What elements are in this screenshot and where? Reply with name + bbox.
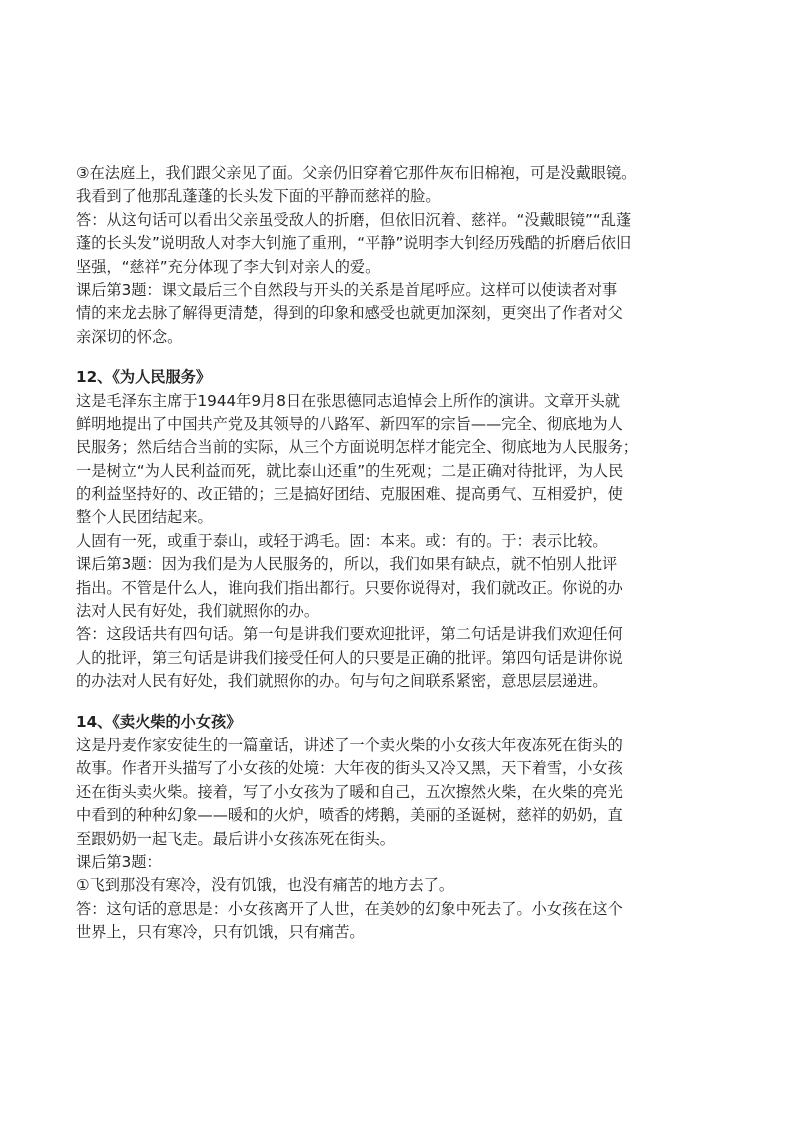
text-line: 至跟奶奶一起飞走。最后讲小女孩冻死在街头。 [76, 829, 395, 848]
text-line: 答：从这句话可以看出父亲虽受敌人的折磨，但依旧沉着、慈祥。“没戴眼镜”“乱蓬 [76, 210, 632, 229]
section-little-match-girl [76, 711, 666, 945]
text-line: 蓬的长头发”说明敌人对李大钊施了重刑，“平静”说明李大钊经历残酷的折磨后依旧 [76, 234, 632, 253]
document-page [76, 162, 666, 945]
text-line: 世界上，只有寒冷，只有饥饿，只有痛苦。 [76, 923, 365, 942]
text-line: 情的来龙去脉了解得更清楚，得到的印象和感受也就更加深刻，更突出了作者对父 [76, 304, 623, 323]
text-line: 指出。不管是什么人，谁向我们指出都行。只要你说得对，我们就改正。你说的办 [76, 578, 623, 597]
text-line: 课后第3题：课文最后三个自然段与开头的关系是首尾呼应。这样可以使读者对事 [76, 280, 618, 299]
section-heading: 14、《卖火柴的小女孩》 [76, 712, 242, 731]
section-heading: 12、《为人民服务》 [76, 368, 212, 387]
section-serve-the-people [76, 366, 666, 693]
text-line: 人的批评，第三句话是讲我们接受任何人的只要是正确的批评。第四句话是讲你说 [76, 648, 623, 667]
text-line: ①飞到那没有寒冷，没有饥饿，也没有痛苦的地方去了。 [76, 876, 455, 895]
text-line: 鲜明地提出了中国共产党及其领导的八路军、新四军的宗旨——完全、彻底地为人 [76, 414, 623, 433]
text-line: 坚强，“慈祥”充分体现了李大钊对亲人的爱。 [76, 257, 381, 276]
text-line: 法对人民有好处，我们就照你的办。 [76, 602, 319, 621]
text-line: 答：这段话共有四句话。第一句是讲我们要欢迎批评，第二句话是讲我们欢迎任何 [76, 625, 623, 644]
text-line: 民服务；然后结合当前的实际，从三个方面说明怎样才能完全、彻底地为人民服务； [76, 438, 638, 457]
text-line: 的利益坚持好的、改正错的；三是搞好团结、克服困难、提高勇气、互相爱护，使 [76, 485, 623, 504]
text-line: ③在法庭上，我们跟父亲见了面。父亲仍旧穿着它那件灰布旧棉袍，可是没戴眼镜。 [76, 164, 637, 182]
text-line: 这是丹麦作家安徒生的一篇童话，讲述了一个卖火柴的小女孩大年夜冻死在街头的 [76, 735, 623, 754]
text-line: 一是树立“为人民利益而死，就比泰山还重”的生死观；二是正确对待批评，为人民 [76, 461, 624, 480]
text-line: 我看到了他那乱蓬蓬的长头发下面的平静而慈祥的脸。 [76, 187, 441, 206]
section-li-dazhao [76, 162, 666, 349]
section-gap [76, 694, 666, 711]
section-gap [76, 349, 666, 366]
text-line: 亲深切的怀念。 [76, 327, 183, 346]
text-line: 这是毛泽东主席于1944年9月8日在张思德同志追悼会上所作的演讲。文章开头就 [76, 391, 620, 410]
text-line: 中看到的种种幻象——暖和的火炉，喷香的烤鹅，美丽的圣诞树，慈祥的奶奶，直 [76, 806, 623, 825]
text-line: 课后第3题： [76, 852, 162, 871]
text-line: 的办法对人民有好处，我们就照你的办。句与句之间联系紧密，意思层层递进。 [76, 672, 608, 691]
text-line: 整个人民团结起来。 [76, 508, 213, 527]
text-line: 还在街头卖火柴。接着，写了小女孩为了暖和自己，五次擦然火柴，在火柴的亮光 [76, 782, 623, 801]
text-line: 答：这句话的意思是：小女孩离开了人世，在美妙的幻象中死去了。小女孩在这个 [76, 899, 623, 918]
text-line: 人固有一死，或重于泰山，或轻于鸿毛。固：本来。或：有的。于：表示比较。 [76, 531, 608, 550]
text-line: 课后第3题：因为我们是为人民服务的，所以，我们如果有缺点，就不怕别人批评 [76, 555, 618, 574]
text-line: 故事。作者开头描写了小女孩的处境：大年夜的街头又冷又黑，天下着雪，小女孩 [76, 759, 623, 778]
